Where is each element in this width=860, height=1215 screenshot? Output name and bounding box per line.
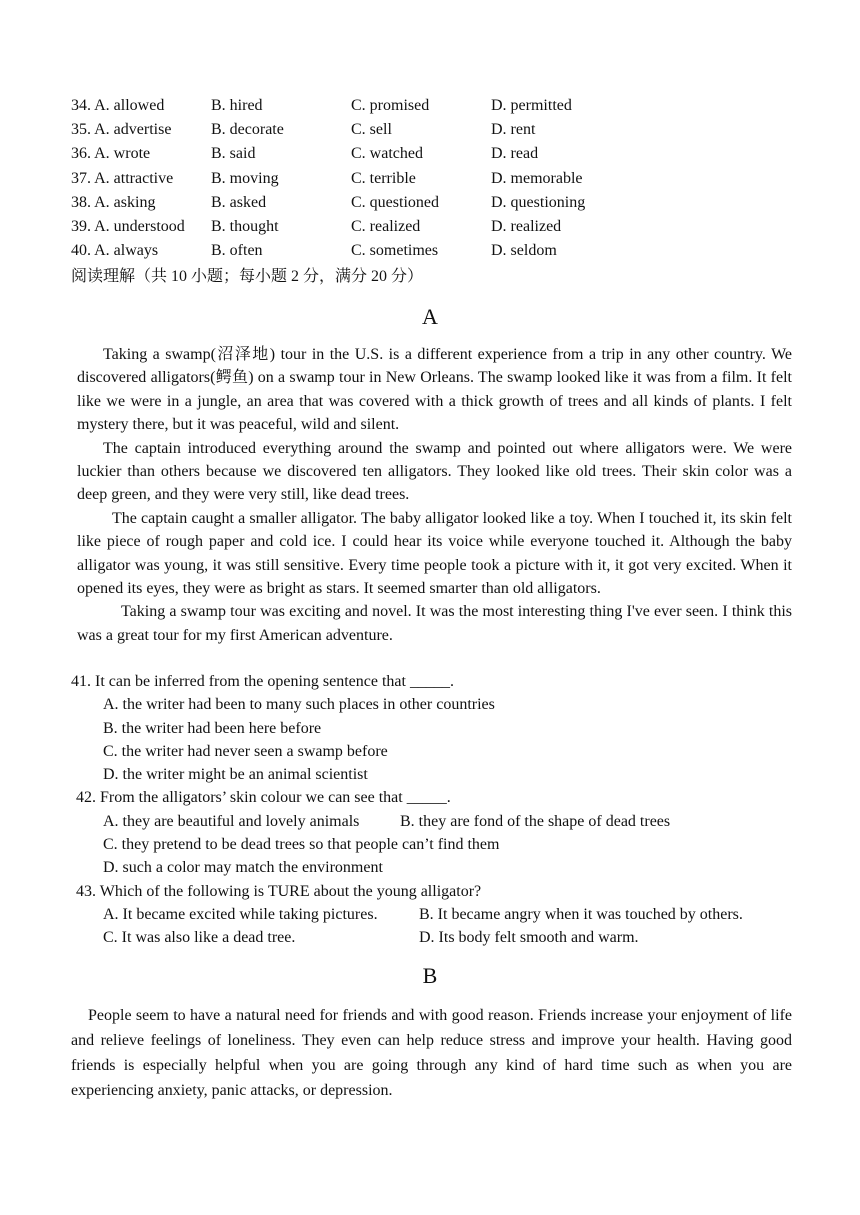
option-b: B. hired (211, 97, 263, 114)
question-option-row (76, 926, 791, 949)
option-b: B. moving (211, 169, 279, 187)
question-number: 37. (71, 169, 91, 187)
question-option-b: B. they are fond of the shape of dead trees (400, 812, 671, 830)
option-d: D. memorable (491, 169, 583, 187)
question-option-a: A. the writer had been to many such places in other countries (103, 696, 495, 714)
passage-a-heading: A (422, 304, 438, 329)
cloze-option-row (71, 215, 585, 239)
passage-b-heading: B (422, 963, 438, 988)
option-c: C. promised (351, 97, 430, 114)
question-option-c: C. It was also like a dead tree. (103, 929, 296, 947)
option-c: C. terrible (351, 169, 416, 187)
option-b: B. decorate (211, 121, 284, 139)
passage-b-paragraph-1: People seem to have a natural need for friends and with good reason. Friends increase your enjoyment of life and relieve feelings of loneliness. They even can help reduce stress and improve your health. Having good friends is especially helpful when you are going through any kind of hard time such as when you are experiencing anxiety, panic attacks, or depression. (71, 1007, 792, 1099)
option-c: C. watched (351, 145, 423, 163)
reading-section-note: 阅读理解（共 10 小题；每小题 2 分，满分 20 分） (71, 268, 424, 285)
passage-a-paragraph-1: Taking a swamp(沼泽地) tour in the U.S. is a different experience from a trip in any other country. We discovered alligators(鳄鱼) on a swamp tour in New Orleans. The swamp looked like it was from a film. It felt like we were in a jungle, an area that was covered with a thick growth of trees and all kinds of plants. I felt mystery there, but it was peaceful, wild and silent. (77, 346, 792, 434)
option-b: B. asked (211, 193, 267, 211)
question-option-d: D. such a color may match the environment (103, 859, 383, 877)
question-option-c: C. they pretend to be dead trees so that people can’t find them (103, 836, 500, 854)
passage-a-paragraph-4: Taking a swamp tour was exciting and novel. It was the most interesting thing I've ever seen. I think this was a great tour for my first American adventure. (77, 603, 792, 644)
option-b: B. said (211, 145, 256, 163)
option-a (71, 191, 211, 215)
question-stem: 43. Which of the following is TURE about the young alligator? (76, 882, 482, 900)
option-d: D. permitted (491, 97, 572, 114)
option-d: D. rent (491, 121, 536, 139)
question-number: 36. (71, 145, 91, 163)
option-c: C. realized (351, 217, 421, 235)
question-stem: 41. It can be inferred from the opening sentence that _____. (71, 673, 454, 690)
cloze-option-row (71, 167, 585, 191)
option-a (71, 118, 211, 142)
question-option-b: B. It became angry when it was touched by others. (419, 905, 743, 923)
option-a (71, 94, 211, 118)
option-a-text: A. advertise (94, 121, 172, 139)
option-a (71, 167, 211, 191)
question-option-d: D. Its body felt smooth and warm. (419, 929, 639, 947)
question-option-row (76, 903, 791, 926)
option-a (71, 142, 211, 166)
option-b: B. thought (211, 217, 279, 235)
question-43 (76, 880, 791, 950)
question-option-a: A. they are beautiful and lovely animals (103, 812, 360, 830)
option-b: B. often (211, 242, 263, 260)
option-c: C. questioned (351, 193, 439, 211)
option-a-text: A. allowed (94, 97, 165, 114)
option-c: C. sometimes (351, 242, 439, 260)
question-number: 38. (71, 193, 91, 211)
option-d: D. seldom (491, 242, 557, 260)
question-number: 35. (71, 121, 91, 139)
option-a-text: A. wrote (94, 145, 151, 163)
question-option-row (76, 810, 791, 833)
question-option-b: B. the writer had been here before (103, 719, 322, 737)
option-d: D. read (491, 145, 539, 163)
option-d: D. questioning (491, 193, 586, 211)
option-c: C. sell (351, 121, 392, 139)
question-41 (71, 670, 791, 786)
passage-a-paragraph-2: The captain introduced everything around the swamp and pointed out where alligators were. We were luckier than others because we discovered ten alligators. They looked like old trees. Their skin color was a deep green, and they were very still, like dead trees. (77, 439, 792, 504)
question-stem: 42. From the alligators’ skin colour we can see that _____. (76, 789, 451, 807)
question-number: 34. (71, 97, 91, 114)
question-42 (76, 786, 791, 879)
question-number: 40. (71, 242, 91, 260)
question-option-c: C. the writer had never seen a swamp before (103, 742, 388, 760)
cloze-option-row (71, 142, 585, 166)
option-a-text: A. always (94, 242, 159, 260)
option-a (71, 239, 211, 263)
passage-a-paragraph-3: The captain caught a smaller alligator. The baby alligator looked like a toy. When I touched it, its skin felt like piece of rough paper and cold ice. I could hear its voice while everyone touched it. Although the baby alligator was young, it was still sensitive. Every time people took a picture with it, it got very excited. When it opened its eyes, they were as bright as stars. It seemed smarter than old alligators. (77, 509, 792, 598)
question-option-a: A. It became excited while taking pictures. (103, 905, 378, 923)
cloze-options-table (71, 94, 585, 263)
cloze-option-row (71, 118, 585, 142)
cloze-option-row (71, 191, 585, 215)
cloze-option-row (71, 239, 585, 263)
option-a-text: A. understood (94, 217, 185, 235)
option-a (71, 215, 211, 239)
passage-a (77, 343, 792, 647)
questions-block (71, 670, 791, 950)
option-a-text: A. attractive (94, 169, 174, 187)
option-a-text: A. asking (94, 193, 156, 211)
cloze-option-row (71, 94, 585, 118)
option-d: D. realized (491, 217, 562, 235)
passage-b (71, 1003, 792, 1103)
question-option-d: D. the writer might be an animal scientist (103, 766, 368, 784)
question-number: 39. (71, 217, 91, 235)
